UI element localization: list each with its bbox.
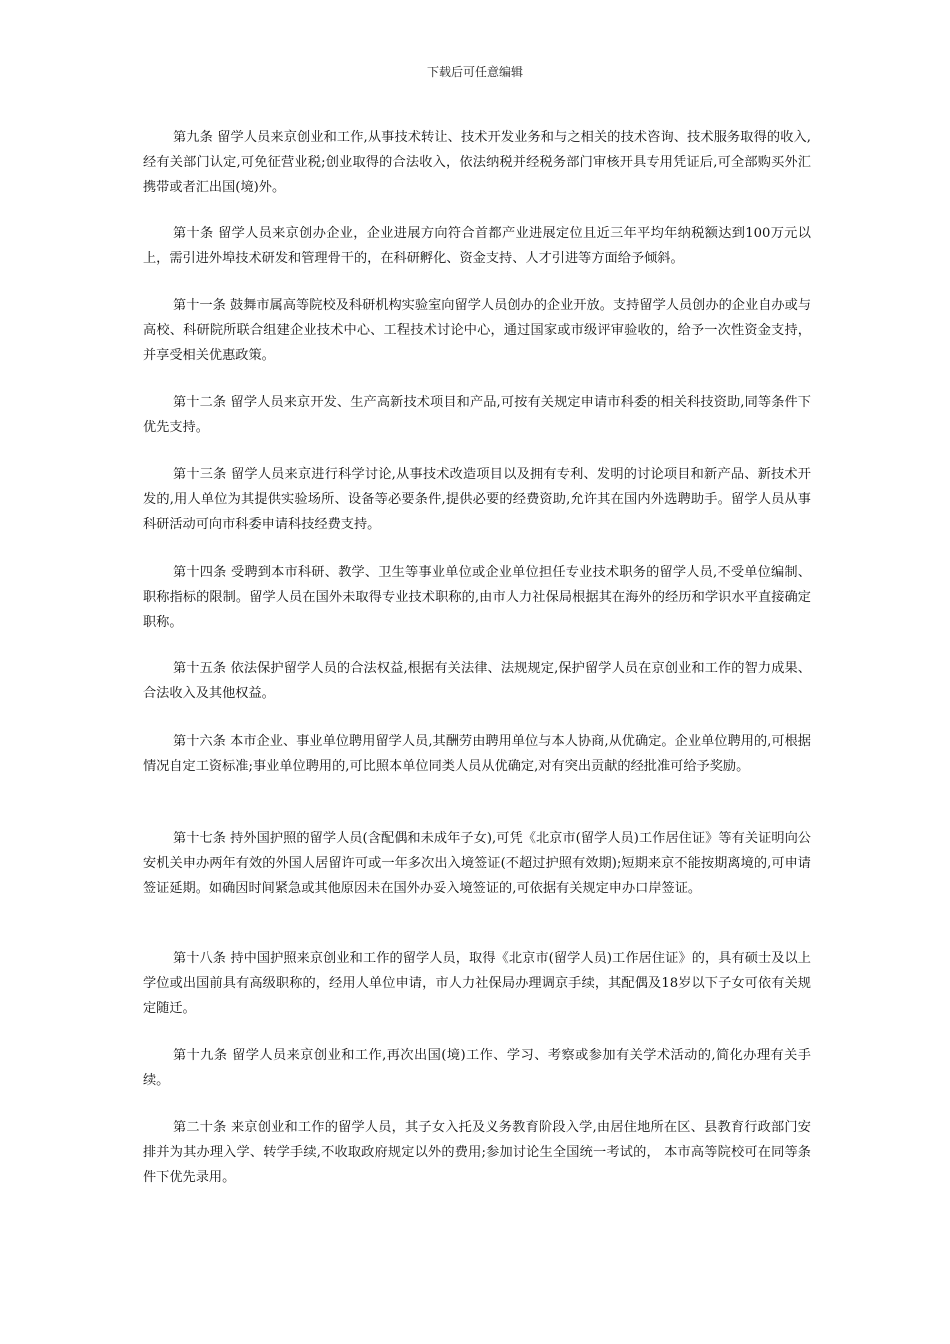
article-18: 第十八条 持中国护照来京创业和工作的留学人员，取得《北京市(留学人员)工作居住证》的，具有硕士及以上学位或出国前具有高级职称的，经用人单位申请，市人力社保局办理调京手续，其配偶及18岁以下子女可依有关规定随迁。 [143,951,811,1016]
article-13: 第十三条 留学人员来京进行科学讨论,从事技术改造项目以及拥有专利、发明的讨论项目和新产品、新技术开发的,用人单位为其提供实验场所、设备等必要条件,提供必要的经费资助,允许其在国内外选聘助手。留学人员从事科研活动可向市科委申请科技经费支持。 [143,467,811,532]
article-10: 第十条 留学人员来京创办企业，企业进展方向符合首都产业进展定位且近三年平均年纳税额达到100万元以上，需引进外埠技术研发和管理骨干的，在科研孵化、资金支持、人才引进等方面给予倾斜。 [143,226,811,266]
article-11: 第十一条 鼓舞市属高等院校及科研机构实验室向留学人员创办的企业开放。支持留学人员创办的企业自办或与高校、科研院所联合组建企业技术中心、工程技术讨论中心，通过国家或市级评审验收的，给予一次性资金支持，并享受相关优惠政策。 [143,298,812,363]
article-17: 第十七条 持外国护照的留学人员(含配偶和未成年子女),可凭《北京市(留学人员)工作居住证》等有关证明向公安机关申办两年有效的外国人居留许可或一年多次出入境签证(不超过护照有效期);短期来京不能按期离境的,可申请签证延期。如确因时间紧急或其他原因未在国外办妥入境签证的,可依据有关规定申办口岸签证。 [143,831,811,896]
article-16: 第十六条 本市企业、事业单位聘用留学人员,其酬劳由聘用单位与本人协商,从优确定。企业单位聘用的,可根据情况自定工资标准;事业单位聘用的,可比照本单位同类人员从优确定,对有突出贡献的经批准可给予奖励。 [143,734,811,774]
article-14: 第十四条 受聘到本市科研、教学、卫生等事业单位或企业单位担任专业技术职务的留学人员,不受单位编制、职称指标的限制。留学人员在国外未取得专业技术职称的,由市人力社保局根据其在海外的经历和学识水平直接确定职称。 [143,565,811,630]
article-20: 第二十条 来京创业和工作的留学人员，其子女入托及义务教育阶段入学,由居住地所在区、县教育行政部门安排并为其办理入学、转学手续,不收取政府规定以外的费用;参加讨论生全国统一考试的， 本市高等院校可在同等条件下优先录用。 [143,1120,811,1185]
article-19: 第十九条 留学人员来京创业和工作,再次出国(境)工作、学习、考察或参加有关学术活动的,简化办理有关手续。 [143,1048,811,1088]
article-9: 第九条 留学人员来京创业和工作,从事技术转让、技术开发业务和与之相关的技术咨询、技术服务取得的收入,经有关部门认定,可免征营业税;创业取得的合法收入，依法纳税并经税务部门审核开具专用凭证后,可全部购买外汇携带或者汇出国(境)外。 [143,130,811,195]
article-12: 第十二条 留学人员来京开发、生产高新技术项目和产品,可按有关规定申请市科委的相关科技资助,同等条件下优先支持。 [143,395,811,435]
page-header: 下载后可任意编辑 [426,65,523,79]
article-15: 第十五条 依法保护留学人员的合法权益,根据有关法律、法规规定,保护留学人员在京创业和工作的智力成果、合法收入及其他权益。 [143,661,811,701]
